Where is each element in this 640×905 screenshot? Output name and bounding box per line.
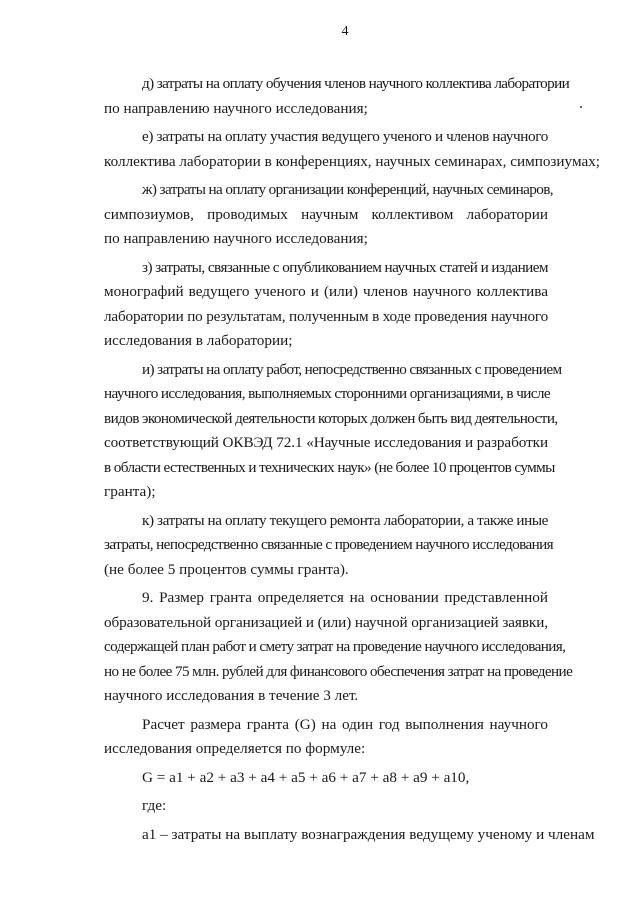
- text-line: к) затраты на оплату текущего ремонта лаборатории, а также иные: [142, 511, 548, 529]
- grant-formula: G = a1 + a2 + a3 + a4 + a5 + a6 + a7 + a8 + a9 + a10,: [142, 768, 470, 786]
- text-line: монографий ведущего ученого и (или) членов научного коллектива: [104, 283, 548, 300]
- text-line: ж) затраты на оплату организации конференций, научных семинаров,: [142, 181, 554, 198]
- item-z: [104, 256, 586, 354]
- text-line: 9. Размер гранта определяется на основании представленной: [142, 589, 548, 606]
- item-zh: [104, 178, 586, 252]
- where-label: где:: [142, 797, 167, 814]
- text-line: образовательной организацией и (или) научной организацией заявки,: [104, 613, 548, 631]
- text-line: лаборатории по результатам, полученным в ходе проведения научного: [104, 307, 548, 325]
- a1-definition: [104, 823, 595, 848]
- text-line: научного исследования в течение 3 лет.: [104, 687, 359, 704]
- text-line: содержащей план работ и смету затрат на проведение научного исследования,: [104, 638, 566, 655]
- text-line: исследования в лаборатории;: [104, 332, 293, 349]
- text-line: затраты, непосредственно связанные с проведением научного исследования: [104, 536, 554, 553]
- text-line: и) затраты на оплату работ, непосредственно связанных с проведением: [142, 360, 562, 378]
- text-line: видов экономической деятельности которых должен быть вид деятельности,: [104, 409, 558, 427]
- text-line: но не более 75 млн. рублей для финансового обеспечения затрат на проведение: [104, 662, 573, 680]
- item-e: [104, 125, 601, 174]
- text-line: по направлению научного исследования;: [104, 99, 368, 117]
- text-line: гранта);: [104, 483, 156, 500]
- item-i: [104, 358, 586, 505]
- text-line: д) затраты на оплату обучения членов научного коллектива лаборатории: [142, 75, 570, 92]
- item-k: [104, 509, 586, 583]
- text-line: а1 – затраты на выплату вознаграждения ведущему ученому и членам: [142, 825, 595, 843]
- text-line: научного исследования, выполняемых сторонними организациями, в числе: [104, 385, 551, 402]
- calc-paragraph: [104, 713, 586, 762]
- text-line: в области естественных и технических наук» (не более 10 процентов суммы: [104, 458, 555, 476]
- paragraph-9: [104, 586, 586, 709]
- page-number: 4: [341, 24, 349, 39]
- text-line: (не более 5 процентов суммы гранта).: [104, 560, 349, 578]
- text-line: Расчет размера гранта (G) на один год выполнения научного: [142, 715, 548, 733]
- text-line: симпозиумов, проводимых научным коллективом лаборатории: [104, 205, 548, 223]
- text-line: соответствующий ОКВЭД 72.1 «Научные исследования и разработки: [104, 434, 548, 451]
- text-line: коллектива лаборатории в конференциях, научных семинарах, симпозиумах;: [104, 152, 601, 170]
- text-line: исследования определяется по формуле:: [104, 740, 366, 757]
- text-line: з) затраты, связанные с опубликованием научных статей и изданием: [142, 258, 548, 276]
- text-line: по направлению научного исследования;: [104, 230, 368, 247]
- text-line: е) затраты на оплату участия ведущего ученого и членов научного: [142, 128, 548, 145]
- document-body: [104, 72, 601, 851]
- item-d: [104, 72, 586, 121]
